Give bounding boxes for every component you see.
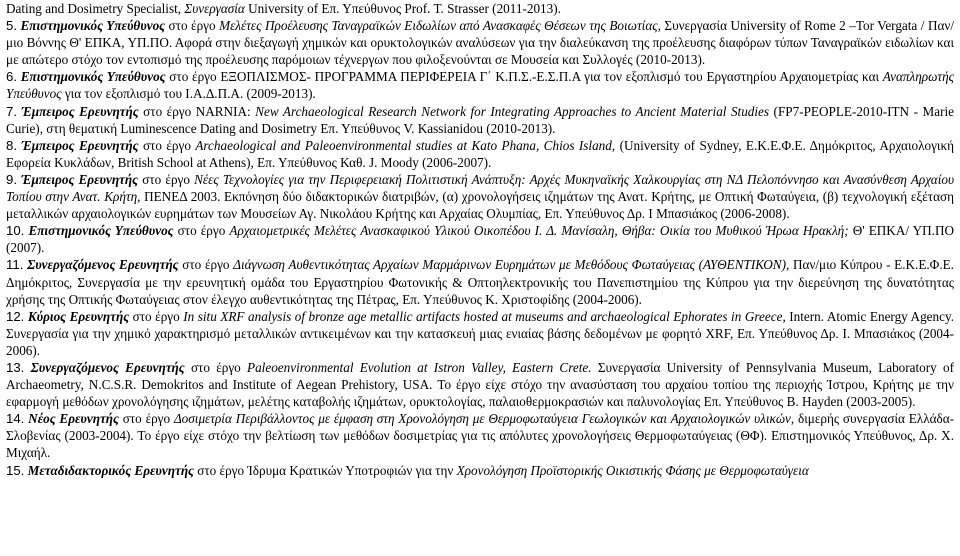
list-item <box>6 256 954 307</box>
entry-role: Μεταδιδακτορικός Ερευνητής <box>27 462 194 478</box>
entry-role: Έμπειρος Ερευνητής <box>21 137 139 153</box>
entry-detail: , διμερής συνεργασία Ελλάδα-Σλοβενίας (2003-2004). Το έργο είχε στόχο την βελτίωση των μεθόδων δοσιμετρίας για τις απόλυτες χρονολογήσεις Θερμοφωταύγειας (ΘΦ). Επιστημονικός Υπεύθυνος, Δρ. Χ. Μιχαήλ. <box>6 411 955 461</box>
entry-text: στο έργο <box>165 18 220 34</box>
entry-number: 5. <box>6 18 17 34</box>
list-item <box>6 308 954 359</box>
entry-detail: , Παν/μιο Κύπρου - Ε.Κ.Ε.Φ.Ε. Δημόκριτος, Συνεργασία με την ερευνητική ομάδα του Εργαστηρίου Φωτονικής & Οπτοηλεκτρονικής του Πανεπιστημίου της Κύπρου για την διερεύνηση της δυνατότητας χρήσης της Οπτικής Φωταύγειας στον έλεγχο αυθεντικότητας της Πέτρας, Επ. Υπεύθυνος Κ. Χριστοφίδης (2004-2006). <box>6 257 954 307</box>
entry-number: 14. <box>6 411 25 427</box>
entry-title: Διάγνωση Αυθεντικότητας Αρχαίων Μαρμάρινων Ευρημάτων με Μεθόδους Φωταύγειας (ΑΥΘΕΝΤΙΚΟΝ) <box>233 257 786 273</box>
entry-detail: , (University of Sydney, Ε.Κ.Ε.Φ.Ε. Δημόκριτος, Αρχαιολογική Εφορεία Κυκλάδων, British School at Athens), Επ. Υπεύθυνος Καθ. J. Moody (2006-2007). <box>6 137 955 170</box>
entry-role: Συνεργαζόμενος Ερευνητής <box>30 359 185 375</box>
entries-list <box>6 17 954 479</box>
list-item <box>6 359 954 410</box>
entry-detail: για τον εξοπλισμό του Ι.Α.Δ.Π.Α. (2009-2013). <box>61 86 316 102</box>
entry-title: Αρχαιομετρικές Μελέτες Ανασκαφικού Υλικού Οικοπέδου Ι. Δ. Μανίσαλη, Θήβα: Οικία του Μυθικού Ήρωα Ηρακλή; <box>229 223 849 239</box>
entry-title: Χρονολόγηση Προϊστορικής Οικιστικής Φάσης με Θερμοφωταύγεια <box>456 462 809 478</box>
entry-text: στο έργο ΕΞΟΠΛΙΣΜΟΣ- ΠΡΟΓΡΑΜΜΑ ΠΕΡΙΦΕΡΕΙΑ Γ΄ Κ.Π.Σ.-Ε.Σ.Π.Α για τον εξοπλισμό του Εργαστηρίου Αρχαιομετρίας και <box>165 69 883 85</box>
entry-title: In situ XRF analysis of bronze age metallic artifacts hosted at museums and archaeological Ephorates in Greece <box>183 308 783 324</box>
entry-role: Έμπειρος Ερευνητής <box>21 171 139 187</box>
entry-number: 6. <box>6 69 17 85</box>
entry-role: Επιστημονικός Υπεύθυνος <box>20 18 166 34</box>
entry-detail: Συνεργασία University of Rome 2 –Tor Vergata / Παν/μιο Βόννης Θ' ΕΠΚΑ, ΥΠ.ΠΟ. Αφορά στην διεξαγωγή χημικών και ορυκτολογικών αναλύσεων για την διαλεύκανση της προέλευσης διαφόρων τύπων Ταναγραϊκών ειδωλίων και με απώτερο στόχο τον εντοπισμό της προέλευσης παρόμοιων τέχνεργων που φιλοξενούνται σε Μουσεία και Συλλογές (2010-2013). <box>6 18 955 68</box>
entry-text: στο έργο <box>138 171 195 187</box>
entry-text: στο έργο <box>138 137 196 153</box>
entry-title: Αναπληρωτής Υπεύθυνος <box>6 69 955 102</box>
list-item <box>6 410 954 461</box>
entry-number: 15. <box>6 462 25 478</box>
list-item <box>6 137 954 171</box>
entry-detail: , ΠΕΝΕΔ 2003. Εκπόνηση δύο διδακτορικών διατριβών, (α) χρονολογήσεις ιζημάτων της Ανατ. Κρήτης, με Οπτική Φωταύγεια, (β) τεχνολογική εξέταση μεταλλικών αρχαιολογικών ευρημάτων των Μουσείων Αγ. Νικολάου Κρήτης και Αρχαίας Ολυμπίας, Επ. Υπεύθυνος Δρ. Ι Μπασιάκος (2006-2008). <box>6 189 954 222</box>
entry-prev-text: Dating and Dosimetry Specialist, <box>6 1 185 16</box>
entry-detail: Θ' ΕΠΚΑ/ ΥΠ.ΠΟ (2007). <box>6 223 954 256</box>
entry-title: Νέες Τεχνολογίες για την Περιφερειακή Πολιτιστική Ανάπτυξη: Αρχές Μυκηναϊκής Χαλκουργίας στη ΝΔ Πελοπόννησο και Ανασύνθεση Αρχαίου Τοπίου στην Ανατ. Κρήτη <box>6 171 955 205</box>
entry-detail: (FP7-PEOPLE-2010-ITN - Marie Curie), στη θεματική Luminescence Dating and Dosimetry Επ. Υπεύθυνος V. Kassianidou (2010-2013). <box>6 103 954 136</box>
entry-number: 7. <box>6 103 17 119</box>
list-item <box>6 462 954 479</box>
entry-text: στο έργο <box>184 359 248 375</box>
entry-detail: Συνεργασία University of Pennsylvania Museum, Laboratory of Archaeometry, N.C.S.R. Demokritos and Institute of Aegean Prehistory, USA. Το έργο είχε στόχο την ανασύσταση του αρχαίου τοπίου της περιοχής Ίστρου, Κρήτης με την εφαρμογή μεθόδων χρονολόγησης ιζημάτων, μελέτης καταβολής ιζημάτων, ορυκτολογίας, παλαιοθερμοκρασιών και παλυνολογίας Επ. Υπεύθυνος B. Hayden (2003-2005). <box>6 359 954 410</box>
list-item <box>6 68 954 102</box>
list-item <box>6 222 954 256</box>
document-body <box>6 0 954 479</box>
entry-title: Μελέτες Προέλευσης Ταναγραϊκών Ειδωλίων από Ανασκαφές Θέσεων της Βοιωτίας, <box>219 18 661 34</box>
list-item <box>6 17 954 68</box>
entry-text: στο έργο Ίδρυμα Κρατικών Υποτροφιών για την <box>193 462 457 478</box>
entry-text: στο έργο <box>129 308 184 324</box>
entry-number: 9. <box>6 171 17 187</box>
entry-role: Νέος Ερευνητής <box>28 411 119 427</box>
entry-prev-italic: Συνεργασία <box>184 1 245 16</box>
entry-role: Επιστημονικός Υπεύθυνος <box>20 69 166 85</box>
entry-number: 13. <box>6 359 25 375</box>
entry-number: 10. <box>6 223 25 239</box>
entry-prev <box>6 0 954 17</box>
entry-title: Paleoenvironmental Evolution at Istron Valley, Eastern Crete. <box>247 359 592 375</box>
list-item <box>6 103 954 137</box>
entry-detail: , Intern. Atomic Energy Agency. Συνεργασία για την χημικό χαρακτηρισμό μεταλλικών αντικειμένων και την κατασκευή μιας ενιαίας βάσης δεδομένων με φορητό XRF, Επ. Υπεύθυνος Δρ. Ι. Μπασιάκος (2004-2006). <box>6 308 955 358</box>
entry-text: στο έργο NARNIA: <box>138 103 256 119</box>
entry-text: στο έργο <box>118 411 174 427</box>
entry-role: Συνεργαζόμενος Ερευνητής <box>27 257 179 273</box>
entry-title: Δοσιμετρία Περιβάλλοντος με έμφαση στη Χρονολόγηση με Θερμοφωταύγεια Γεωλογικών και Αρχαιολογικών υλικών <box>173 411 791 427</box>
entry-title: New Archaeological Research Network for Integrating Approaches to Ancient Material Studies <box>255 103 770 119</box>
entry-prev-rest: University of Επ. Υπεύθυνος Prof. T. Strasser (2011-2013). <box>244 1 561 16</box>
entry-title: Archaeological and Paleoenvironmental studies at Kato Phana, Chios Island <box>195 137 612 153</box>
list-item <box>6 171 954 222</box>
entry-number: 8. <box>6 137 17 153</box>
entry-role: Κύριος Ερευνητής <box>27 308 130 324</box>
entry-role: Έμπειρος Ερευνητής <box>21 103 139 119</box>
entry-text: στο έργο <box>178 257 234 273</box>
entry-number: 11. <box>6 257 24 273</box>
entry-text: στο έργο <box>173 223 230 239</box>
entry-role: Επιστημονικός Υπεύθυνος <box>28 223 174 239</box>
entry-number: 12. <box>6 308 25 324</box>
